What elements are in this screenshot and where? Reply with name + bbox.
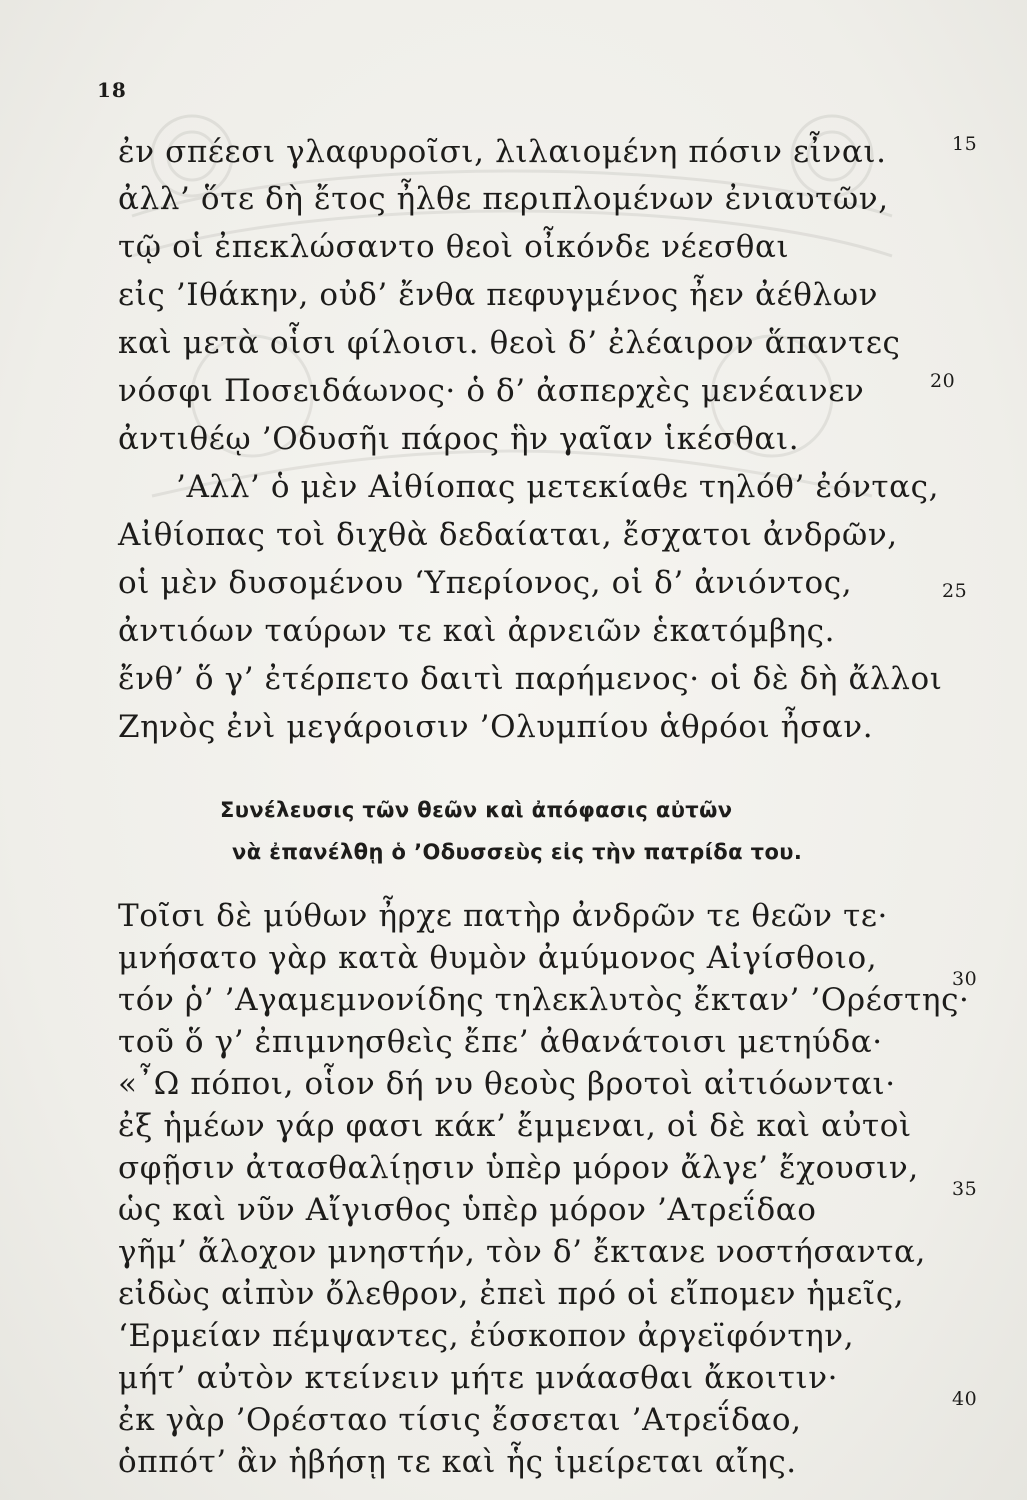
verse-line: εἰς ’Ιθάκην, οὐδ’ ἔνθα πεφυγμένος ἦεν ἀέθλων	[118, 277, 879, 313]
verse-line: «῏Ω πόποι, οἷον δή νυ θεοὺς βροτοὶ αἰτιόωνται·	[118, 1066, 896, 1102]
section-heading-line-2: νὰ ἐπανέλθῃ ὁ ’Οδυσσεὺς εἰς τὴν πατρίδα του.	[232, 840, 803, 864]
verse-line: Ζηνὸς ἐνὶ μεγάροισιν ’Ολυμπίου ἁθρόοι ἦσαν.	[118, 709, 874, 745]
verse-line: γῆμ’ ἄλοχον μνηστήν, τὸν δ’ ἔκτανε νοστήσαντα,	[118, 1234, 926, 1270]
verse-line: σφῇσιν ἀτασθαλίῃσιν ὑπὲρ μόρον ἄλγε’ ἔχουσιν,	[118, 1150, 919, 1186]
verse-line: Τοῖσι δὲ μύθων ἦρχε πατὴρ ἀνδρῶν τε θεῶν τε·	[118, 898, 888, 934]
verse-line: εἰδὼς αἰπὺν ὄλεθρον, ἐπεὶ πρό οἱ εἴπομεν ἡμεῖς,	[118, 1276, 905, 1312]
verse-line: ἐκ γὰρ ’Ορέσταο τίσις ἔσσεται ’Ατρεΐδαο,	[118, 1402, 802, 1438]
verse-line: νόσφι Ποσειδάωνος· ὁ δ’ ἀσπερχὲς μενέαινεν	[118, 373, 865, 409]
line-number: 15	[952, 133, 978, 155]
line-number: 40	[952, 1388, 978, 1410]
verse-line: ἐξ ἡμέων γάρ φασι κάκ’ ἔμμεναι, οἱ δὲ καὶ αὐτοὶ	[118, 1108, 912, 1144]
verse-line: τοῦ ὅ γ’ ἐπιμνησθεὶς ἔπε’ ἀθανάτοισι μετηύδα·	[118, 1024, 883, 1060]
verse-line: Αἰθίοπας τοὶ διχθὰ δεδαίαται, ἔσχατοι ἀνδρῶν,	[118, 517, 898, 553]
line-number: 25	[942, 580, 968, 602]
line-number: 30	[952, 968, 978, 990]
verse-line: ἀλλ’ ὅτε δὴ ἔτος ἦλθε περιπλομένων ἐνιαυτῶν,	[118, 181, 889, 217]
verse-line: καὶ μετὰ οἷσι φίλοισι. θεοὶ δ’ ἐλέαιρον ἅπαντες	[118, 325, 901, 361]
verse-line: ἀντιθέῳ ’Οδυσῆι πάρος ἣν γαῖαν ἱκέσθαι.	[118, 421, 800, 457]
verse-line: τῷ οἱ ἐπεκλώσαντο θεοὶ οἶκόνδε νέεσθαι	[118, 229, 790, 265]
verse-line: ’Αλλ’ ὁ μὲν Αἰθίοπας μετεκίαθε τηλόθ’ ἐόντας,	[176, 469, 940, 505]
verse-line: τόν ῥ’ ’Αγαμεμνονίδης τηλεκλυτὸς ἔκταν’ ’Ορέστης·	[118, 982, 970, 1018]
verse-line: μήτ’ αὐτὸν κτείνειν μήτε μνάασθαι ἄκοιτιν·	[118, 1360, 839, 1396]
section-heading-line-1: Συνέλευσις τῶν θεῶν καὶ ἀπόφασις αὐτῶν	[220, 798, 733, 822]
verse-line: οἱ μὲν δυσομένου ‘Υπερίονος, οἱ δ’ ἀνιόντος,	[118, 565, 853, 601]
verse-line: μνήσατο γὰρ κατὰ θυμὸν ἀμύμονος Αἰγίσθοιο,	[118, 940, 878, 976]
verse-line: ‘Ερμείαν πέμψαντες, ἐύσκοπον ἀργεϊφόντην,	[118, 1318, 855, 1354]
verse-line: ἔνθ’ ὅ γ’ ἐτέρπετο δαιτὶ παρήμενος· οἱ δὲ δὴ ἄλλοι	[118, 661, 943, 697]
line-number: 20	[930, 370, 956, 392]
verse-line: ὁππότ’ ἂν ἡβήσῃ τε καὶ ἧς ἱμείρεται αἴης.	[118, 1444, 797, 1480]
verse-line: ἐν σπέεσι γλαφυροῖσι, λιλαιομένη πόσιν εἶναι.	[118, 134, 887, 170]
verse-line: ἀντιόων ταύρων τε καὶ ἀρνειῶν ἑκατόμβης.	[118, 613, 836, 649]
line-number: 35	[952, 1178, 978, 1200]
page-number: 18	[97, 78, 127, 102]
verse-line: ὡς καὶ νῦν Αἴγισθος ὑπὲρ μόρον ’Ατρεΐδαο	[118, 1192, 817, 1228]
